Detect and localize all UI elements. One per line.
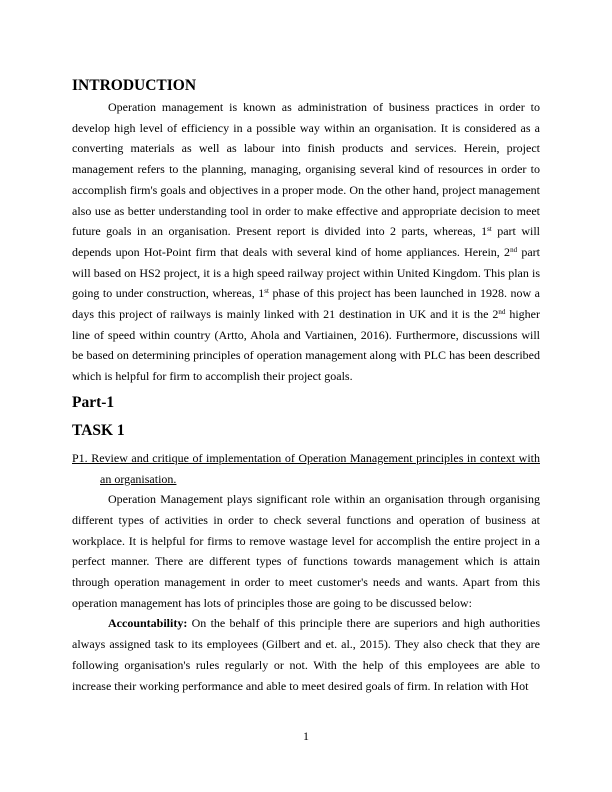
accountability-paragraph bbox=[72, 613, 540, 696]
p1-subheading: P1. Review and critique of implementation of Operation Management principles in context with an organisation. bbox=[72, 450, 540, 486]
introduction-paragraph bbox=[72, 97, 540, 387]
accountability-term: Accountability: bbox=[108, 616, 188, 631]
intro-sup-3: st bbox=[264, 287, 269, 296]
intro-text-4: phase of this project has been launched in 1928. now a days this project of railways is mainly linked with 21 destination in UK and it is the 2 bbox=[72, 286, 540, 322]
page-content bbox=[72, 76, 540, 696]
page-number: 1 bbox=[303, 729, 309, 743]
intro-text-1: Operation management is known as administration of business practices in order to develop high level of efficiency in a possible way within an organisation. It is considered as a converting materials as well as labour into finish products and services. Herein, project management refers to the planning, managing, organising several kind of resources in order to accomplish firm's goals and objectives in a proper mode. On the other hand, project management also use as better understanding tool in order to make effective and appropriate decision to meet future goals in an organisation. Present report is divided into 2 parts, whereas, 1 bbox=[72, 100, 540, 239]
intro-sup-4: nd bbox=[498, 308, 506, 317]
intro-text-2: part will depends upon Hot-Point firm that deals with several kind of home appliances. Herein, 2 bbox=[72, 224, 541, 259]
intro-sup-2: nd bbox=[510, 245, 518, 254]
task-heading: TASK 1 bbox=[72, 421, 125, 439]
accountability-text: On the behalf of this principle there are superiors and high authorities always assigned task to its employees (Gilbert and et. al., 2015). They also check that they are following organisation's rules regularly or not. With the help of this employees are able to increase their working performance and able to meet desired goals of firm. In relation with Hot bbox=[72, 616, 540, 693]
p1-paragraph: Operation Management plays significant role within an organisation through organising different types of activities in order to check several functions and operation of business at workplace. It is helpful for firms to remove wastage level for accomplish the entire project in a perfect manner. There are different types of functions towards management which is attain through operation management in order to meet customer's needs and wants. Apart from this operation management has lots of principles those are going to be discussed below: bbox=[72, 492, 540, 610]
part-heading: Part-1 bbox=[72, 393, 115, 411]
intro-text-5: higher line of speed within country (Artto, Ahola and Vartiainen, 2016). Furthermore, discussions will be based on determining principles of operation management along with PLC has been described which is helpful for firm to accomplish their project goals. bbox=[72, 307, 540, 384]
introduction-heading: INTRODUCTION bbox=[72, 77, 197, 94]
intro-text-3: part will based on HS2 project, it is a high speed railway project within United Kingdom. This plan is going to under construction, whereas, 1 bbox=[72, 244, 540, 301]
intro-sup-1: st bbox=[487, 225, 492, 234]
